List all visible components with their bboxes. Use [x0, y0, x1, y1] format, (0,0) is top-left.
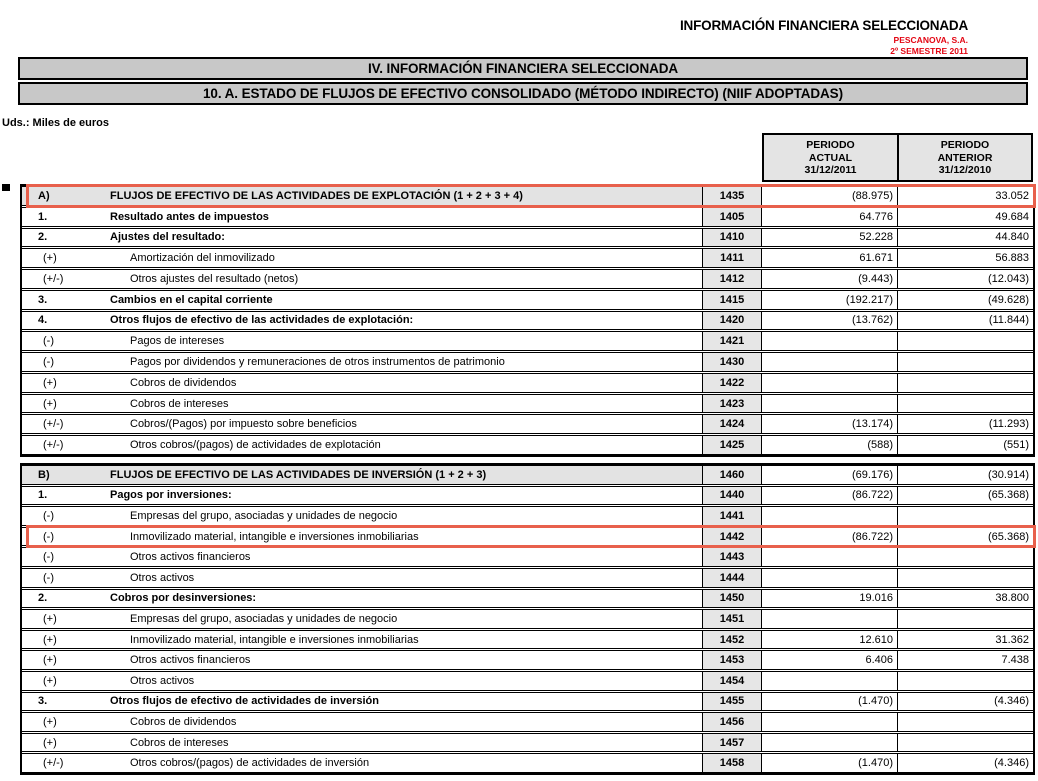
row-label-cell [22, 436, 702, 454]
row-previous-value: 7.438 [897, 651, 1033, 669]
company-name: PESCANOVA, S.A. [893, 34, 968, 45]
row-prefix: (+) [43, 654, 57, 667]
row-label-cell [22, 466, 702, 484]
row-label-cell [22, 208, 702, 226]
row-previous-value: (11.844) [897, 312, 1033, 330]
section-b-table [20, 463, 1035, 775]
row-label-cell [22, 415, 702, 433]
row-code: 1410 [702, 229, 762, 247]
row-current-value: 52.228 [859, 231, 893, 244]
row-current-value: 19.016 [859, 592, 893, 605]
row-prefix: (+/-) [43, 418, 64, 431]
row-label: Cobros de intereses [130, 397, 229, 410]
row-previous-value: (4.346) [897, 693, 1033, 711]
period-actual-line2: ACTUAL [808, 151, 853, 164]
row-code: 1424 [702, 415, 762, 433]
row-prefix: (+/-) [43, 272, 64, 285]
row-current-value: (1.470) [858, 695, 893, 708]
table-row [22, 331, 1033, 351]
row-label-cell [22, 395, 702, 413]
table-row [22, 290, 1033, 310]
row-prefix: (-) [43, 530, 54, 543]
row-prefix: 1. [38, 210, 48, 223]
row-code: 1454 [702, 672, 762, 690]
statement-title-bar: 10. A. ESTADO DE FLUJOS DE EFECTIVO CONSOLIDADO (MÉTODO INDIRECTO) (NIIF ADOPTADAS) [18, 82, 1028, 105]
row-current-value [762, 672, 897, 690]
row-current-value [762, 353, 897, 371]
table-row [22, 506, 1033, 526]
row-previous-value: (11.293) [897, 415, 1033, 433]
period-actual-line1: PERIODO [806, 139, 855, 151]
row-code: 1444 [702, 569, 762, 587]
table-row [22, 486, 1033, 506]
row-label: Resultado antes de impuestos [110, 210, 269, 223]
row-current-value [762, 507, 897, 525]
table-row [22, 269, 1033, 289]
row-code: 1453 [702, 651, 762, 669]
row-prefix: 4. [38, 314, 48, 327]
row-prefix: (+/-) [43, 439, 64, 452]
row-code: 1412 [702, 270, 762, 288]
row-current-value: (1.470) [858, 757, 893, 770]
document-header [680, 19, 968, 57]
row-label: Cobros por desinversiones: [110, 592, 257, 605]
row-prefix: (+) [43, 715, 57, 728]
row-label: Otros activos financieros [130, 654, 251, 667]
row-code: 1451 [702, 610, 762, 628]
table-row [22, 414, 1033, 434]
table-row [22, 733, 1033, 753]
row-label-cell [22, 754, 702, 772]
row-previous-value [897, 734, 1033, 752]
row-current-value: (13.762) [852, 314, 893, 327]
row-previous-value: 49.684 [897, 208, 1033, 226]
row-prefix: (-) [43, 551, 54, 564]
row-current-value: 6.406 [865, 654, 893, 667]
row-previous-value [897, 332, 1033, 350]
row-previous-value [897, 548, 1033, 566]
row-prefix: (+) [43, 633, 57, 646]
row-label-cell [22, 507, 702, 525]
table-row [22, 650, 1033, 670]
row-label: Pagos por inversiones: [110, 489, 232, 502]
table-row [22, 435, 1033, 455]
row-label-cell [22, 528, 702, 546]
row-label-cell [22, 229, 702, 247]
row-previous-value: (65.368) [897, 528, 1033, 546]
row-label: Pagos por dividendos y remuneraciones de otros instrumentos de patrimonio [130, 356, 505, 368]
row-label: Amortización del inmovilizado [130, 252, 275, 265]
margin-marker [2, 184, 10, 191]
period-anterior-header [897, 133, 1033, 182]
row-label-cell [22, 270, 702, 288]
table-row [22, 228, 1033, 248]
row-label: Cobros de intereses [130, 736, 229, 749]
row-label: Pagos de intereses [130, 335, 225, 348]
table-row [22, 207, 1033, 227]
row-prefix: (-) [43, 356, 54, 368]
row-previous-value: (12.043) [897, 270, 1033, 288]
row-previous-value: (4.346) [897, 754, 1033, 772]
row-code: 1442 [702, 528, 762, 546]
row-previous-value: (65.368) [897, 487, 1033, 505]
row-prefix: A) [38, 189, 50, 202]
row-label-cell [22, 374, 702, 392]
row-previous-value [897, 713, 1033, 731]
table-row [22, 248, 1033, 268]
period-actual-header [762, 133, 897, 182]
row-previous-value [897, 353, 1033, 371]
row-prefix: B) [38, 468, 50, 481]
row-label-cell [22, 651, 702, 669]
row-code: 1422 [702, 374, 762, 392]
row-label-cell [22, 672, 702, 690]
row-code: 1450 [702, 590, 762, 608]
row-code: 1456 [702, 713, 762, 731]
row-label: Cobros de dividendos [130, 376, 237, 389]
row-current-value: (69.176) [852, 468, 893, 481]
table-row [22, 465, 1033, 485]
row-label: Cambios en el capital corriente [110, 293, 273, 306]
row-label: Inmovilizado material, intangible e inversiones inmobiliarias [130, 633, 419, 646]
units-label: Uds.: Miles de euros [2, 117, 109, 129]
row-current-value: 12.610 [859, 633, 893, 646]
row-prefix: 2. [38, 231, 48, 244]
row-label: Otros flujos de efectivo de actividades de inversión [110, 695, 379, 708]
section-title-bar: IV. INFORMACIÓN FINANCIERA SELECCIONADA [18, 57, 1028, 80]
row-current-value: (13.174) [852, 418, 893, 431]
row-code: 1452 [702, 631, 762, 649]
row-previous-value: (49.628) [897, 291, 1033, 309]
row-current-value [762, 713, 897, 731]
row-previous-value [897, 569, 1033, 587]
row-label-cell [22, 734, 702, 752]
row-code: 1423 [702, 395, 762, 413]
row-previous-value: 44.840 [897, 229, 1033, 247]
row-code: 1457 [702, 734, 762, 752]
table-row [22, 527, 1033, 547]
row-code: 1443 [702, 548, 762, 566]
row-previous-value: 38.800 [897, 590, 1033, 608]
row-label: Otros flujos de efectivo de las actividades de explotación: [110, 314, 414, 327]
row-code: 1421 [702, 332, 762, 350]
row-label-cell [22, 713, 702, 731]
row-current-value: (9.443) [858, 272, 893, 285]
row-code: 1458 [702, 754, 762, 772]
row-label-cell [22, 312, 702, 330]
row-current-value [762, 548, 897, 566]
row-prefix: (+) [43, 736, 57, 749]
table-row [22, 394, 1033, 414]
row-label: Otros cobros/(pagos) de actividades de inversión [130, 757, 370, 770]
row-code: 1435 [702, 187, 762, 205]
row-code: 1430 [702, 353, 762, 371]
table-row [22, 692, 1033, 712]
row-previous-value [897, 395, 1033, 413]
row-label: Otros activos financieros [130, 551, 251, 564]
row-prefix: (+) [43, 376, 57, 389]
row-label: Ajustes del resultado: [110, 231, 225, 244]
row-label: Otros activos [130, 571, 195, 584]
row-label-cell [22, 187, 702, 205]
row-prefix: (+) [43, 612, 57, 625]
row-previous-value: 31.362 [897, 631, 1033, 649]
row-previous-value [897, 610, 1033, 628]
row-current-value: (86.722) [852, 489, 893, 502]
row-code: 1420 [702, 312, 762, 330]
row-label-cell [22, 693, 702, 711]
table-row [22, 589, 1033, 609]
table-row [22, 630, 1033, 650]
period-column-headers [762, 133, 1033, 182]
row-code: 1425 [702, 436, 762, 454]
row-prefix: (-) [43, 335, 54, 348]
row-label-cell [22, 249, 702, 267]
row-current-value: (88.975) [852, 189, 893, 202]
row-label: Cobros de dividendos [130, 715, 237, 728]
row-label-cell [22, 590, 702, 608]
row-label-cell [22, 610, 702, 628]
row-label: Empresas del grupo, asociadas y unidades de negocio [130, 612, 398, 625]
period-anterior-line1: PERIODO [940, 139, 990, 151]
row-label: FLUJOS DE EFECTIVO DE LAS ACTIVIDADES DE EXPLOTACIÓN (1 + 2 + 3 + 4) [110, 189, 523, 202]
table-row [22, 547, 1033, 567]
row-prefix: (-) [43, 571, 54, 584]
row-prefix: 2. [38, 592, 48, 605]
row-label-cell [22, 291, 702, 309]
row-label: Empresas del grupo, asociadas y unidades de negocio [130, 509, 398, 522]
row-current-value [762, 610, 897, 628]
row-current-value [762, 374, 897, 392]
row-label-cell [22, 487, 702, 505]
table-row [22, 609, 1033, 629]
row-code: 1415 [702, 291, 762, 309]
row-label: Otros ajustes del resultado (netos) [130, 272, 299, 285]
row-previous-value: (551) [897, 436, 1033, 454]
row-label: Otros cobros/(pagos) de actividades de explotación [130, 439, 381, 452]
document-title: INFORMACIÓN FINANCIERA SELECCIONADA [680, 18, 968, 33]
table-row [22, 671, 1033, 691]
row-label: Inmovilizado material, intangible e inversiones inmobiliarias [130, 530, 419, 543]
row-label-cell [22, 332, 702, 350]
row-previous-value [897, 672, 1033, 690]
row-previous-value [897, 374, 1033, 392]
row-current-value: 64.776 [859, 210, 893, 223]
row-prefix: (-) [43, 509, 54, 522]
row-prefix: 3. [38, 695, 48, 708]
row-code: 1405 [702, 208, 762, 226]
row-current-value: (588) [867, 439, 893, 452]
row-current-value: (86.722) [852, 530, 893, 543]
row-previous-value: 56.883 [897, 249, 1033, 267]
semester-label: 2º SEMESTRE 2011 [890, 46, 968, 57]
row-prefix: 1. [38, 489, 48, 502]
period-anterior-date: 31/12/2010 [938, 164, 992, 176]
table-row [22, 753, 1033, 773]
row-current-value [762, 569, 897, 587]
row-prefix: (+) [43, 252, 57, 265]
row-previous-value: 33.052 [897, 187, 1033, 205]
row-prefix: (+) [43, 674, 57, 687]
row-prefix: (+/-) [43, 757, 64, 770]
table-row [22, 712, 1033, 732]
row-current-value: (192.217) [845, 293, 893, 306]
row-label: Otros activos [130, 674, 195, 687]
row-code: 1440 [702, 487, 762, 505]
table-row [22, 186, 1033, 206]
row-code: 1455 [702, 693, 762, 711]
row-previous-value [897, 507, 1033, 525]
row-label-cell [22, 548, 702, 566]
period-anterior-line2: ANTERIOR [937, 151, 993, 164]
row-previous-value: (30.914) [897, 466, 1033, 484]
table-row [22, 568, 1033, 588]
period-actual-date: 31/12/2011 [804, 164, 857, 176]
row-current-value [762, 332, 897, 350]
row-code: 1460 [702, 466, 762, 484]
row-current-value [762, 734, 897, 752]
row-current-value: 61.671 [859, 252, 893, 265]
table-row [22, 311, 1033, 331]
row-label-cell [22, 569, 702, 587]
row-current-value [762, 395, 897, 413]
row-code: 1411 [702, 249, 762, 267]
table-row [22, 373, 1033, 393]
table-row [22, 352, 1033, 372]
row-label-cell [22, 631, 702, 649]
section-a-table [20, 184, 1035, 457]
row-label-cell [22, 353, 702, 371]
row-code: 1441 [702, 507, 762, 525]
row-label: Cobros/(Pagos) por impuesto sobre beneficios [130, 418, 357, 431]
row-prefix: (+) [43, 397, 57, 410]
row-label: FLUJOS DE EFECTIVO DE LAS ACTIVIDADES DE INVERSIÓN (1 + 2 + 3) [110, 468, 487, 481]
row-prefix: 3. [38, 293, 48, 306]
